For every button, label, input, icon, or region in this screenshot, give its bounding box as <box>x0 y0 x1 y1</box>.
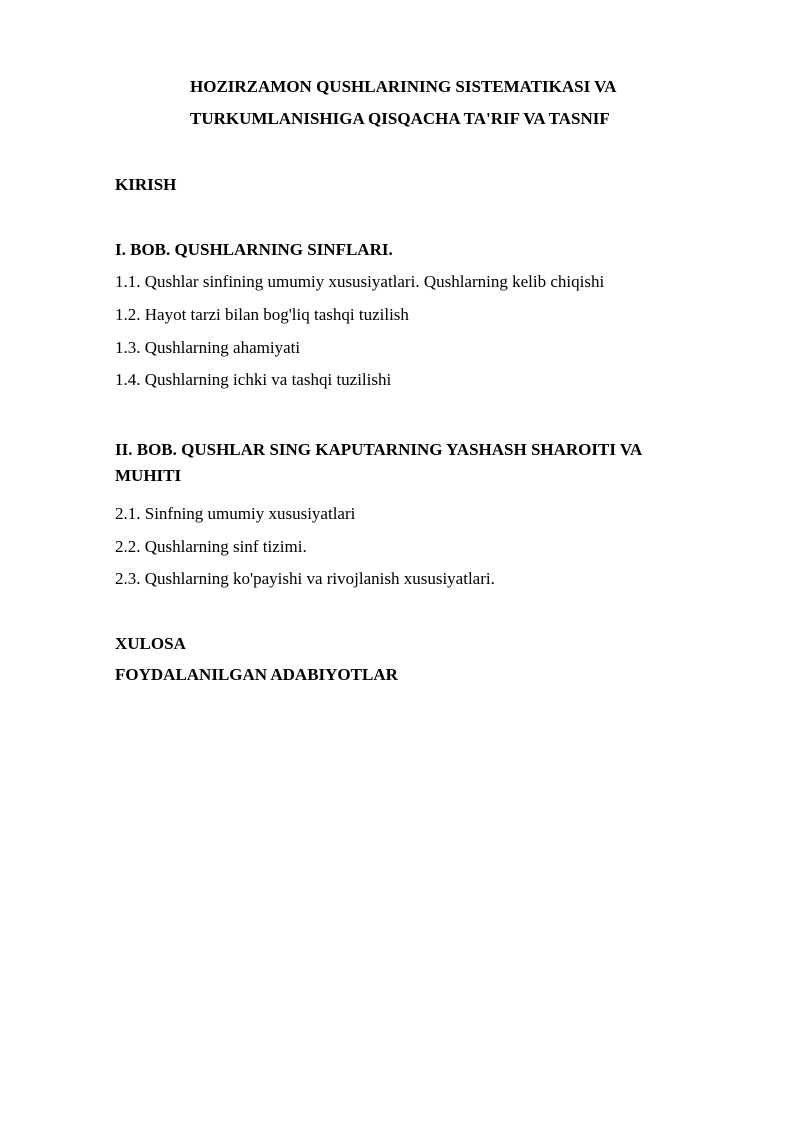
chapter-2-heading-line-1: II. BOB. QUSHLAR SING KAPUTARNING YASHASH SHAROITI VA <box>115 440 643 459</box>
references-heading: FOYDALANILGAN ADABIYOTLAR <box>115 665 398 684</box>
chapter-1-item: 1.4. Qushlarning ichki va tashqi tuzilishi <box>115 370 392 389</box>
chapter-2-heading-line-2: MUHITI <box>115 466 182 485</box>
chapter-1-item: 1.3. Qushlarning ahamiyati <box>115 338 301 357</box>
chapter-1-item: 1.1. Qushlar sinfining umumiy xususiyatlari. Qushlarning kelib chiqishi <box>115 272 605 291</box>
chapter-1-item: 1.2. Hayot tarzi bilan bog'liq tashqi tuzilish <box>115 305 409 324</box>
conclusion-heading: XULOSA <box>115 634 186 653</box>
intro-heading: KIRISH <box>115 175 177 194</box>
document-title-line-1: HOZIRZAMON QUSHLARINING SISTEMATIKASI VA <box>190 77 617 96</box>
chapter-1-heading: I. BOB. QUSHLARNING SINFLARI. <box>115 240 393 259</box>
chapter-2-item: 2.3. Qushlarning ko'payishi va rivojlanish xususiyatlari. <box>115 569 495 588</box>
chapter-2-item: 2.1. Sinfning umumiy xususiyatlari <box>115 504 356 523</box>
chapter-2-item: 2.2. Qushlarning sinf tizimi. <box>115 537 307 556</box>
document-title-line-2: TURKUMLANISHIGA QISQACHA TA'RIF VA TASNIF <box>190 109 610 128</box>
